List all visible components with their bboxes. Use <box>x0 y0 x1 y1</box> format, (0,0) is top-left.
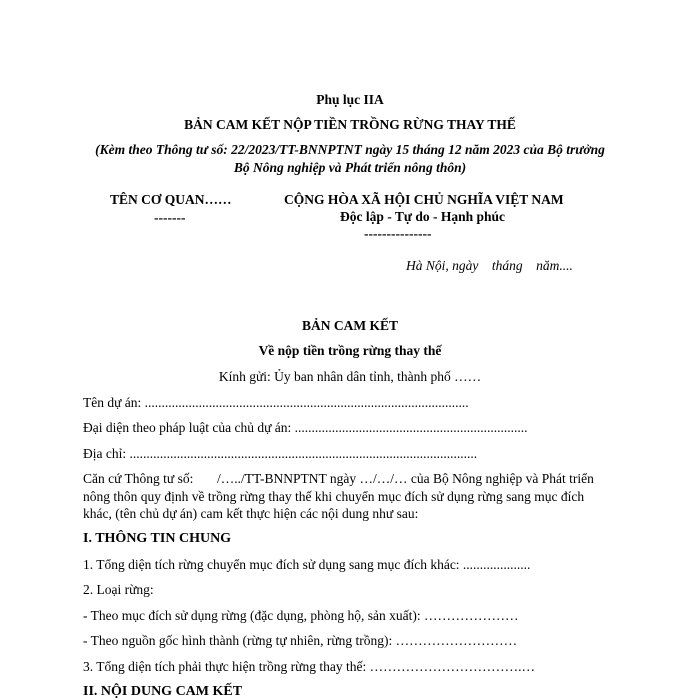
section-1-item-2a: - Theo mục đích sử dụng rừng (đặc dụng, phòng hộ, sản xuất): ………………… <box>83 608 519 623</box>
address-field: Địa chỉ: ....................................................................................................... <box>83 446 478 461</box>
document-title: BẢN CAM KẾT NỘP TIỀN TRỒNG RỪNG THAY THẾ <box>184 117 516 132</box>
document-subtitle-line2: Bộ Nông nghiệp và Phát triển nông thôn) <box>233 160 467 175</box>
legal-representative-field: Đại diện theo pháp luật của chủ dự án: ..................................................................... <box>83 420 528 435</box>
agency-name: TÊN CƠ QUAN…… <box>110 192 232 207</box>
document-subtitle-line1: (Kèm theo Thông tư số: 22/2023/TT-BNNPTNT ngày 15 tháng 12 năm 2023 của Bộ trưởng <box>95 142 605 157</box>
basis-line-1: Căn cứ Thông tư số: /…../TT-BNNPTNT ngày …/…/… của Bộ Nông nghiệp và Phát triển <box>83 471 594 486</box>
motto-rule: --------------- <box>364 226 432 241</box>
national-motto: Độc lập - Tự do - Hạnh phúc <box>340 209 506 224</box>
section-1-item-2: 2. Loại rừng: <box>83 582 154 597</box>
section-1-item-3: 3. Tổng diện tích phải thực hiện trồng rừng thay thế: …………………………….… <box>83 659 535 674</box>
basis-line-3: khác, (tên chủ dự án) cam kết thực hiện các nội dung như sau: <box>83 506 419 521</box>
section-2-heading: II. NỘI DUNG CAM KẾT <box>83 684 243 699</box>
place-date: Hà Nội, ngày tháng năm.... <box>406 258 573 273</box>
section-1-heading: I. THÔNG TIN CHUNG <box>83 531 232 546</box>
commitment-title: BẢN CAM KẾT <box>301 318 398 333</box>
appendix-label: Phụ lục IIA <box>316 92 384 107</box>
section-1-item-2b: - Theo nguồn gốc hình thành (rừng tự nhiên, rừng trồng): ……………………… <box>83 633 518 648</box>
recipient-line: Kính gửi: Ủy ban nhân dân tỉnh, thành phố …… <box>218 369 482 384</box>
agency-rule: ------- <box>154 210 186 225</box>
project-name-field: Tên dự án: ................................................................................................ <box>83 395 469 410</box>
nation-name: CỘNG HÒA XÃ HỘI CHỦ NGHĨA VIỆT NAM <box>284 192 564 207</box>
commitment-subtitle: Về nộp tiền trồng rừng thay thế <box>258 343 442 358</box>
section-1-item-1: 1. Tổng diện tích rừng chuyển mục đích sử dụng sang mục đích khác: .................... <box>83 557 531 572</box>
basis-line-2: nông thôn quy định về trồng rừng thay thế khi chuyển mục đích sử dụng rừng sang mục đích <box>83 489 585 504</box>
